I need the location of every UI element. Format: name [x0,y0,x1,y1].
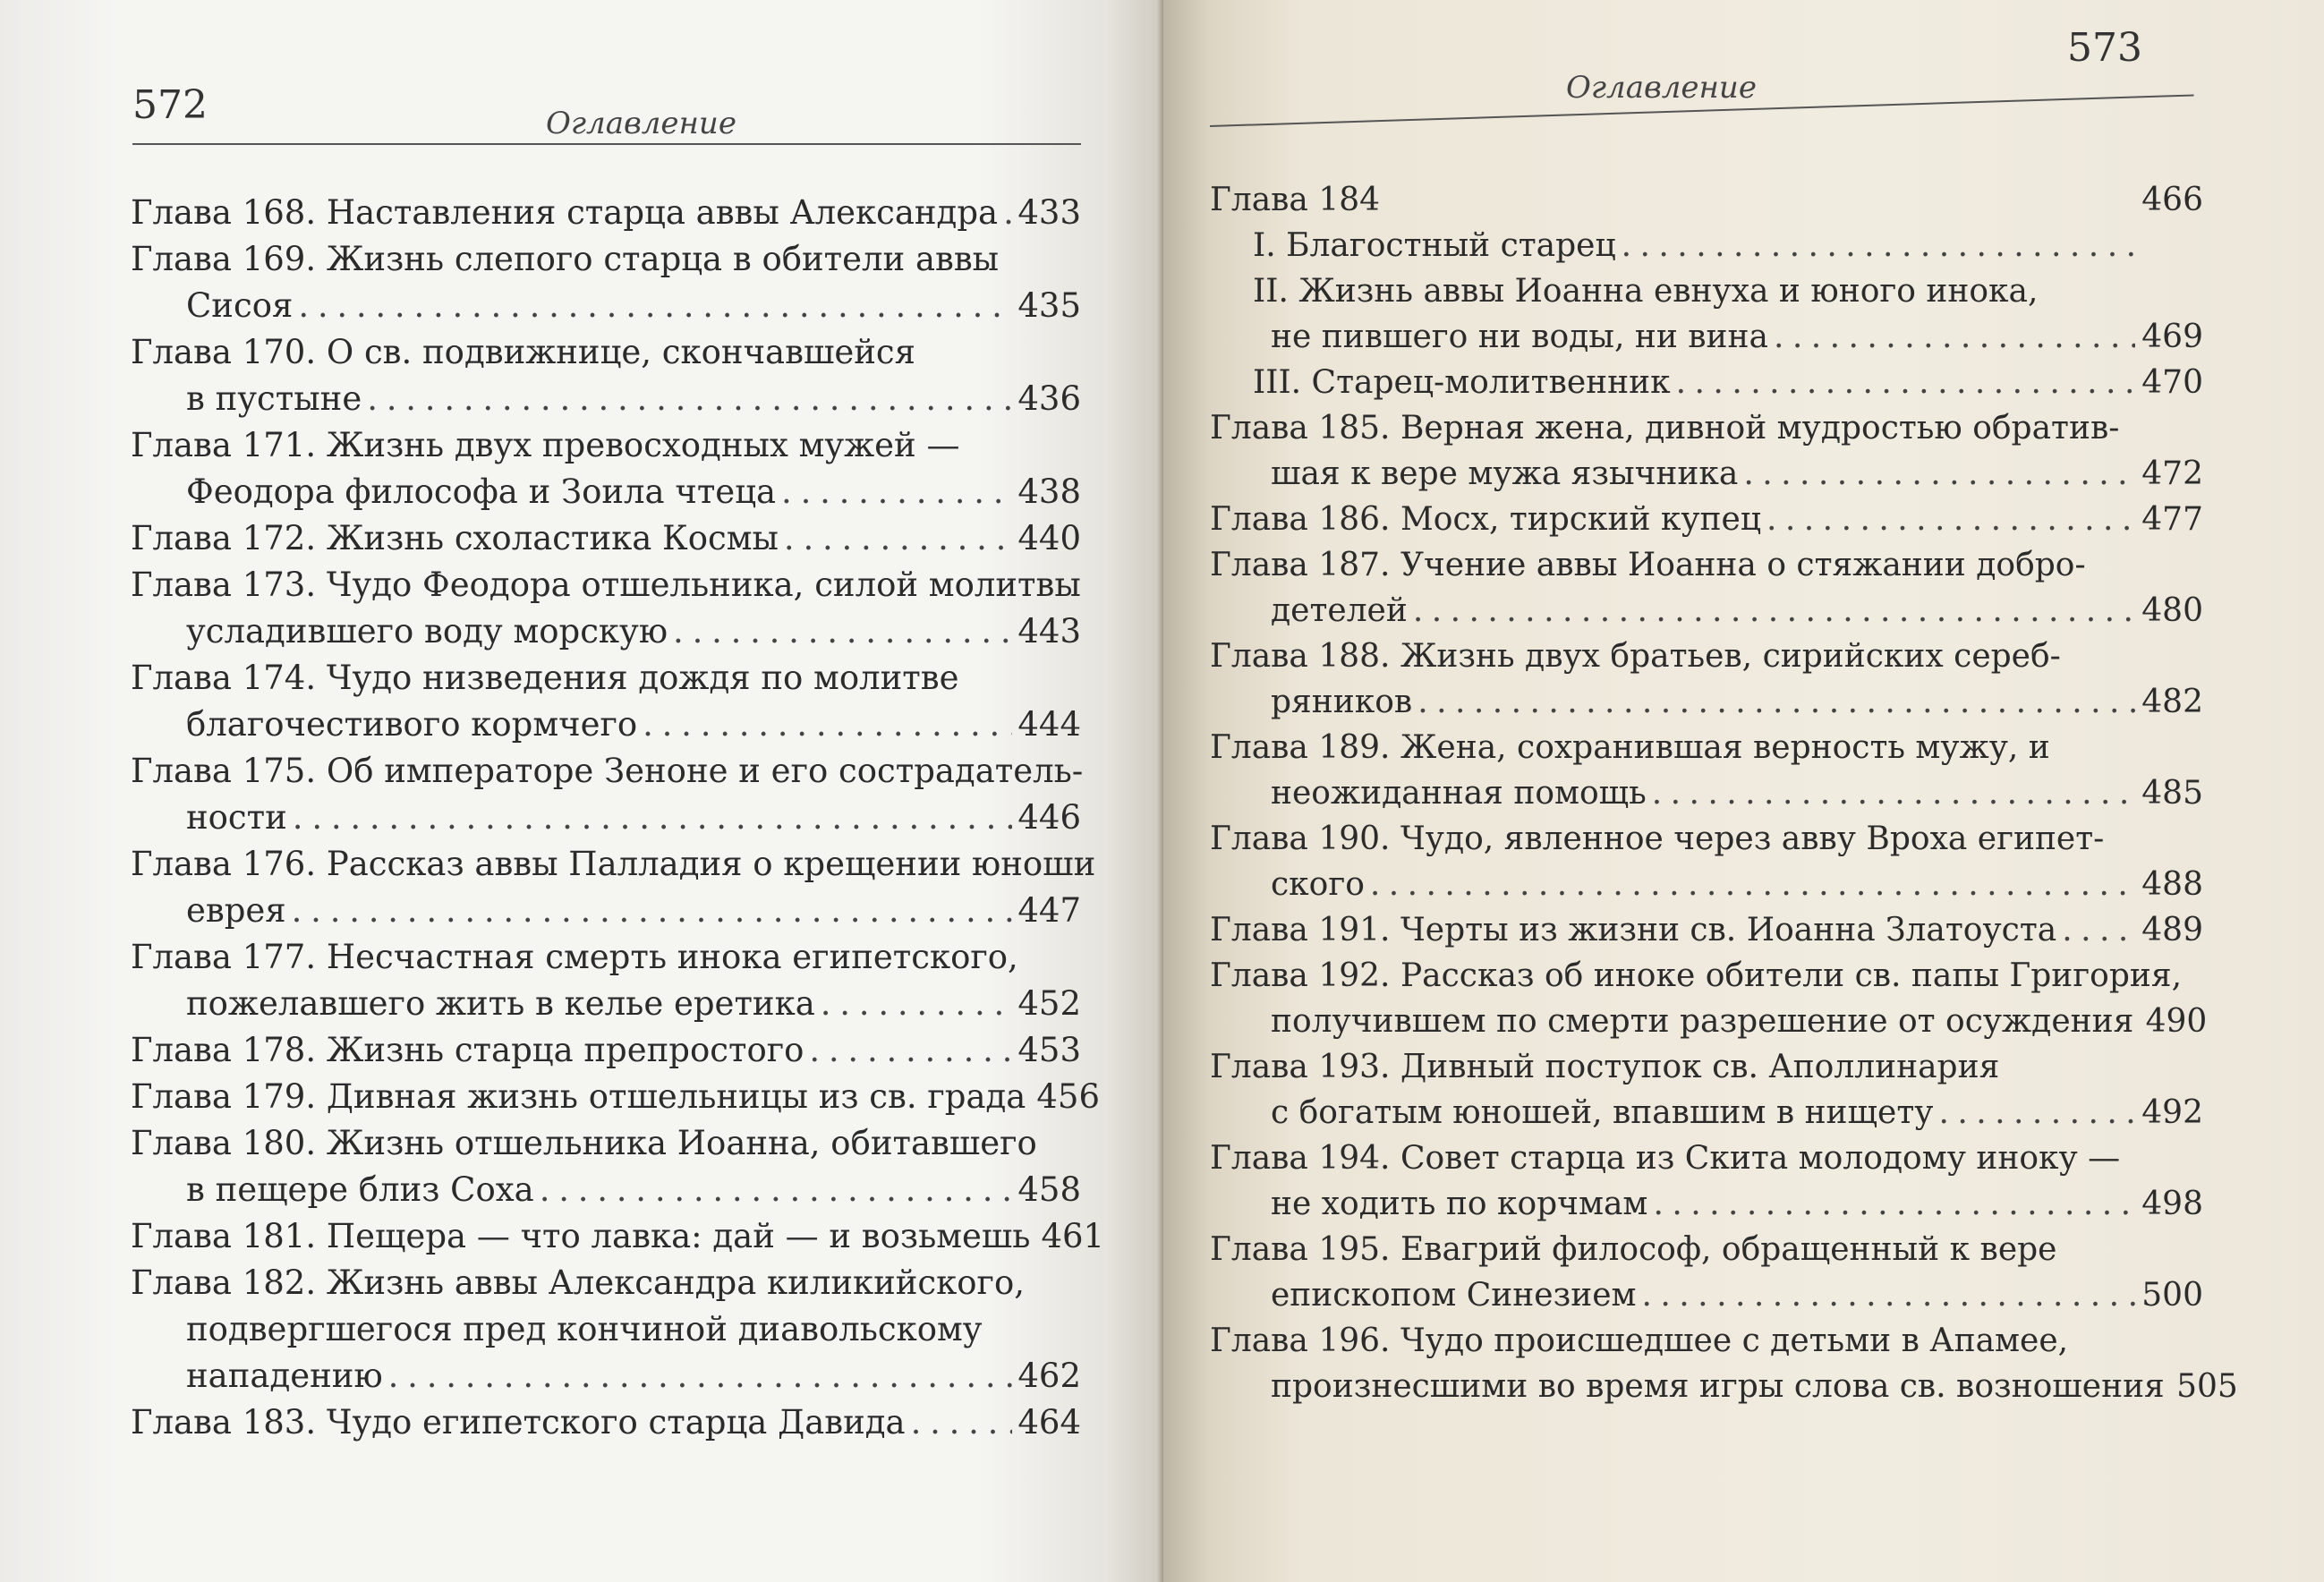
toc-entry-title: ряников [1271,684,1413,720]
dot-leader [1413,588,2135,634]
toc-page-number: 489 [2141,912,2203,948]
right-page [1163,0,2324,1582]
dot-leader [1676,360,2135,405]
toc-page-number: 456 [1036,1077,1100,1116]
toc-entry [131,1027,1081,1074]
toc-entry-title: Глава 171. Жизнь двух превосходных мужей — [131,426,960,464]
toc-entry-title: Глава 196. Чудо происшедшее с детьми в Апамее, [1210,1323,2069,1359]
toc-page-number: 488 [2141,866,2203,903]
toc-page-number: 498 [2141,1186,2203,1222]
dot-leader [1003,190,1012,236]
dot-leader [911,1399,1013,1446]
toc-entry-title: Глава 191. Черты из жизни св. Иоанна Златоуста [1210,912,2057,948]
dot-leader [1653,1181,2135,1227]
toc-entry-title: шая к вере мужа язычника [1271,455,1739,492]
toc-entry-title: Глава 187. Учение аввы Иоанна о стяжании добро- [1210,547,2086,583]
toc-entry-title: Глава 168. Наставления старца аввы Александра [131,193,999,232]
dot-leader [367,376,1012,422]
toc-entry-title: ского [1271,866,1365,903]
toc-entry-title: Глава 179. Дивная жизнь отшельницы из св. града [131,1077,1026,1116]
toc-entry-title: III. Старец-молитвенник [1253,364,1671,401]
toc-entry [131,562,1081,655]
toc-page-number: 438 [1017,472,1081,511]
dot-leader [1370,862,2135,907]
toc-entry-title: нападению [186,1357,383,1395]
dot-leader [1774,314,2135,360]
toc-page-number: 466 [2141,182,2203,218]
toc-entry-title: Глава 173. Чудо Феодора отшельника, силой молитвы [131,566,1081,604]
toc-entry-title: Глава 178. Жизнь старца препростого [131,1031,804,1069]
toc-entry-title: I. Благостный старец [1253,227,1616,264]
table-of-contents [1210,177,2238,1409]
toc-entry-title: Глава 183. Чудо египетского старца Давида [131,1403,906,1442]
toc-entry [131,934,1081,1027]
toc-page-number: 462 [1017,1357,1081,1395]
toc-entry-title: получившем по смерти разрешение от осуждения [1271,1003,2134,1040]
toc-entry [1210,497,2203,542]
toc-entry [131,329,1081,422]
toc-entry-title: Глава 176. Рассказ аввы Палладия о крещении юноши [131,845,1096,883]
toc-entry-title: Глава 190. Чудо, явленное через авву Вроха египет- [1210,821,2105,857]
toc-entry [1210,725,2203,816]
toc-entry [1210,907,2203,953]
toc-page-number: 453 [1017,1031,1081,1069]
toc-page-number: 480 [2141,592,2203,629]
toc-entry-title: Глава 185. Верная жена, дивной мудростью обратив- [1210,410,2120,447]
toc-entry-title: в пещере близ Соха [186,1170,534,1209]
toc-entry-title: не ходить по корчмам [1271,1186,1648,1222]
toc-entry [131,748,1084,841]
toc-entry-title: епископом Синезием [1271,1277,1637,1314]
dot-leader [540,1167,1013,1213]
page-number: 573 [2067,25,2142,71]
toc-entry [131,841,1096,934]
toc-entry-title: Глава 186. Мосх, тирский купец [1210,501,1762,538]
toc-entry [1210,1135,2203,1227]
toc-page-number: 500 [2141,1277,2203,1314]
toc-entry [1210,1227,2203,1318]
dot-leader [1622,223,2135,268]
toc-entry-title: Глава 184 [1210,182,1381,218]
toc-page-number: 446 [1017,798,1081,837]
toc-entry-title: Глава 188. Жизнь двух братьев, сирийских сереб- [1210,638,2061,675]
dot-leader [821,981,1013,1027]
toc-entry [131,1074,1100,1120]
toc-page-number: 452 [1017,984,1081,1023]
dot-leader [673,608,1012,655]
dot-leader [298,283,1012,329]
toc-page-number: 490 [2145,1003,2208,1040]
toc-entry [1210,360,2203,405]
dot-leader [388,1353,1013,1399]
toc-entry-title: в пустыне [186,379,362,418]
toc-entry-title: благочестивого кормчего [186,705,638,744]
toc-page-number: 435 [1017,286,1081,325]
running-head: Оглавление [1566,70,1757,106]
toc-page-number: 482 [2141,684,2203,720]
toc-page-number: 436 [1017,379,1081,418]
dot-leader [781,469,1012,515]
toc-entry-title: детелей [1271,592,1408,629]
toc-page-number: 505 [2176,1368,2238,1405]
toc-entry-title: Глава 189. Жена, сохранившая верность мужу, и [1210,729,2050,766]
toc-entry [1210,1044,2203,1135]
toc-entry [131,1120,1081,1213]
toc-entry-title: Глава 172. Жизнь схоластика Космы [131,519,779,557]
toc-entry-title: усладившего воду морскую [186,612,668,651]
toc-entry [1210,953,2208,1044]
toc-entry-title: неожиданная помощь [1271,775,1647,812]
dot-leader [1652,770,2135,816]
dot-leader [809,1027,1012,1074]
toc-entry-title: Глава 195. Евагрий философ, обращенный к вере [1210,1231,2057,1268]
toc-page-number: 485 [2141,775,2203,812]
header-rule [132,143,1081,145]
toc-entry-title: с богатым юношей, впавшим в нищету [1271,1094,1934,1131]
toc-entry-title: Глава 169. Жизнь слепого старца в обители аввы [131,240,1000,278]
toc-entry-title: II. Жизнь аввы Иоанна евнуха и юного инока, [1253,273,2039,310]
toc-entry-title: Глава 175. Об императоре Зеноне и его сострадатель- [131,752,1084,790]
toc-entry-title: Глава 182. Жизнь аввы Александра киликийского, [131,1263,1025,1302]
dot-leader [293,795,1013,841]
toc-entry [1210,634,2203,725]
toc-page-number: 461 [1041,1217,1105,1255]
page-number: 572 [132,82,208,128]
toc-entry [131,236,1081,329]
toc-entry [131,1260,1081,1399]
dot-leader [1938,1090,2135,1135]
toc-page-number: 458 [1017,1170,1081,1209]
toc-entry [131,515,1081,562]
toc-page-number: 443 [1017,612,1081,651]
toc-entry-title: пожелавшего жить в келье еретика [186,984,815,1023]
toc-entry-title: Глава 177. Несчастная смерть инока египетского, [131,938,1018,976]
dot-leader [1417,679,2135,725]
toc-entry-title: еврея [186,891,286,930]
toc-page-number: 464 [1017,1403,1081,1442]
toc-page-number: 469 [2141,319,2203,355]
dot-leader [1642,1272,2135,1318]
toc-entry [1210,223,2203,268]
toc-entry [1210,177,2203,223]
toc-page-number: 433 [1017,193,1081,232]
toc-entry-title: Глава 181. Пещера — что лавка: дай — и возьмешь [131,1217,1031,1255]
toc-page-number: 477 [2141,501,2203,538]
toc-entry-title: Глава 194. Совет старца из Скита молодому иноку — [1210,1140,2121,1177]
toc-page-number: 447 [1017,891,1081,930]
table-of-contents [131,190,1105,1446]
dot-leader [784,515,1012,562]
toc-entry-title: Глава 193. Дивный поступок св. Аполлинария [1210,1049,2000,1085]
running-head: Оглавление [546,106,736,141]
dot-leader [292,888,1013,934]
toc-entry [1210,405,2203,497]
toc-entry [131,655,1081,748]
toc-entry [131,190,1081,236]
toc-entry-title: Глава 174. Чудо низведения дождя по молитве [131,659,959,697]
toc-entry [131,1399,1081,1446]
toc-entry [1210,268,2203,360]
toc-entry-title: Глава 170. О св. подвижнице, скончавшейся [131,333,915,371]
toc-page-number: 492 [2141,1094,2203,1131]
dot-leader [643,702,1012,748]
toc-entry-title: подвергшегося пред кончиной диавольскому [186,1310,983,1348]
toc-entry-title: Феодора философа и Зоила чтеца [186,472,777,511]
toc-page-number: 472 [2141,455,2203,492]
toc-entry [1210,1318,2238,1409]
toc-entry [1210,542,2203,634]
dot-leader [1766,497,2135,542]
toc-entry-title: Глава 192. Рассказ об иноке обители св. папы Григория, [1210,957,2183,994]
toc-entry [131,1213,1105,1260]
toc-entry-title: Глава 180. Жизнь отшельника Иоанна, обитавшего [131,1124,1037,1162]
toc-entry-title: ности [186,798,287,837]
toc-entry-title: Сисоя [186,286,294,325]
toc-entry [131,422,1081,515]
toc-entry [1210,816,2203,907]
toc-entry-title: произнесшими во время игры слова св. возношения [1271,1368,2165,1405]
toc-page-number: 440 [1017,519,1081,557]
toc-entry-title: не пившего ни воды, ни вина [1271,319,1768,355]
toc-page-number: 470 [2141,364,2203,401]
dot-leader [1743,451,2135,497]
dot-leader [2062,907,2135,953]
toc-page-number: 444 [1017,705,1081,744]
